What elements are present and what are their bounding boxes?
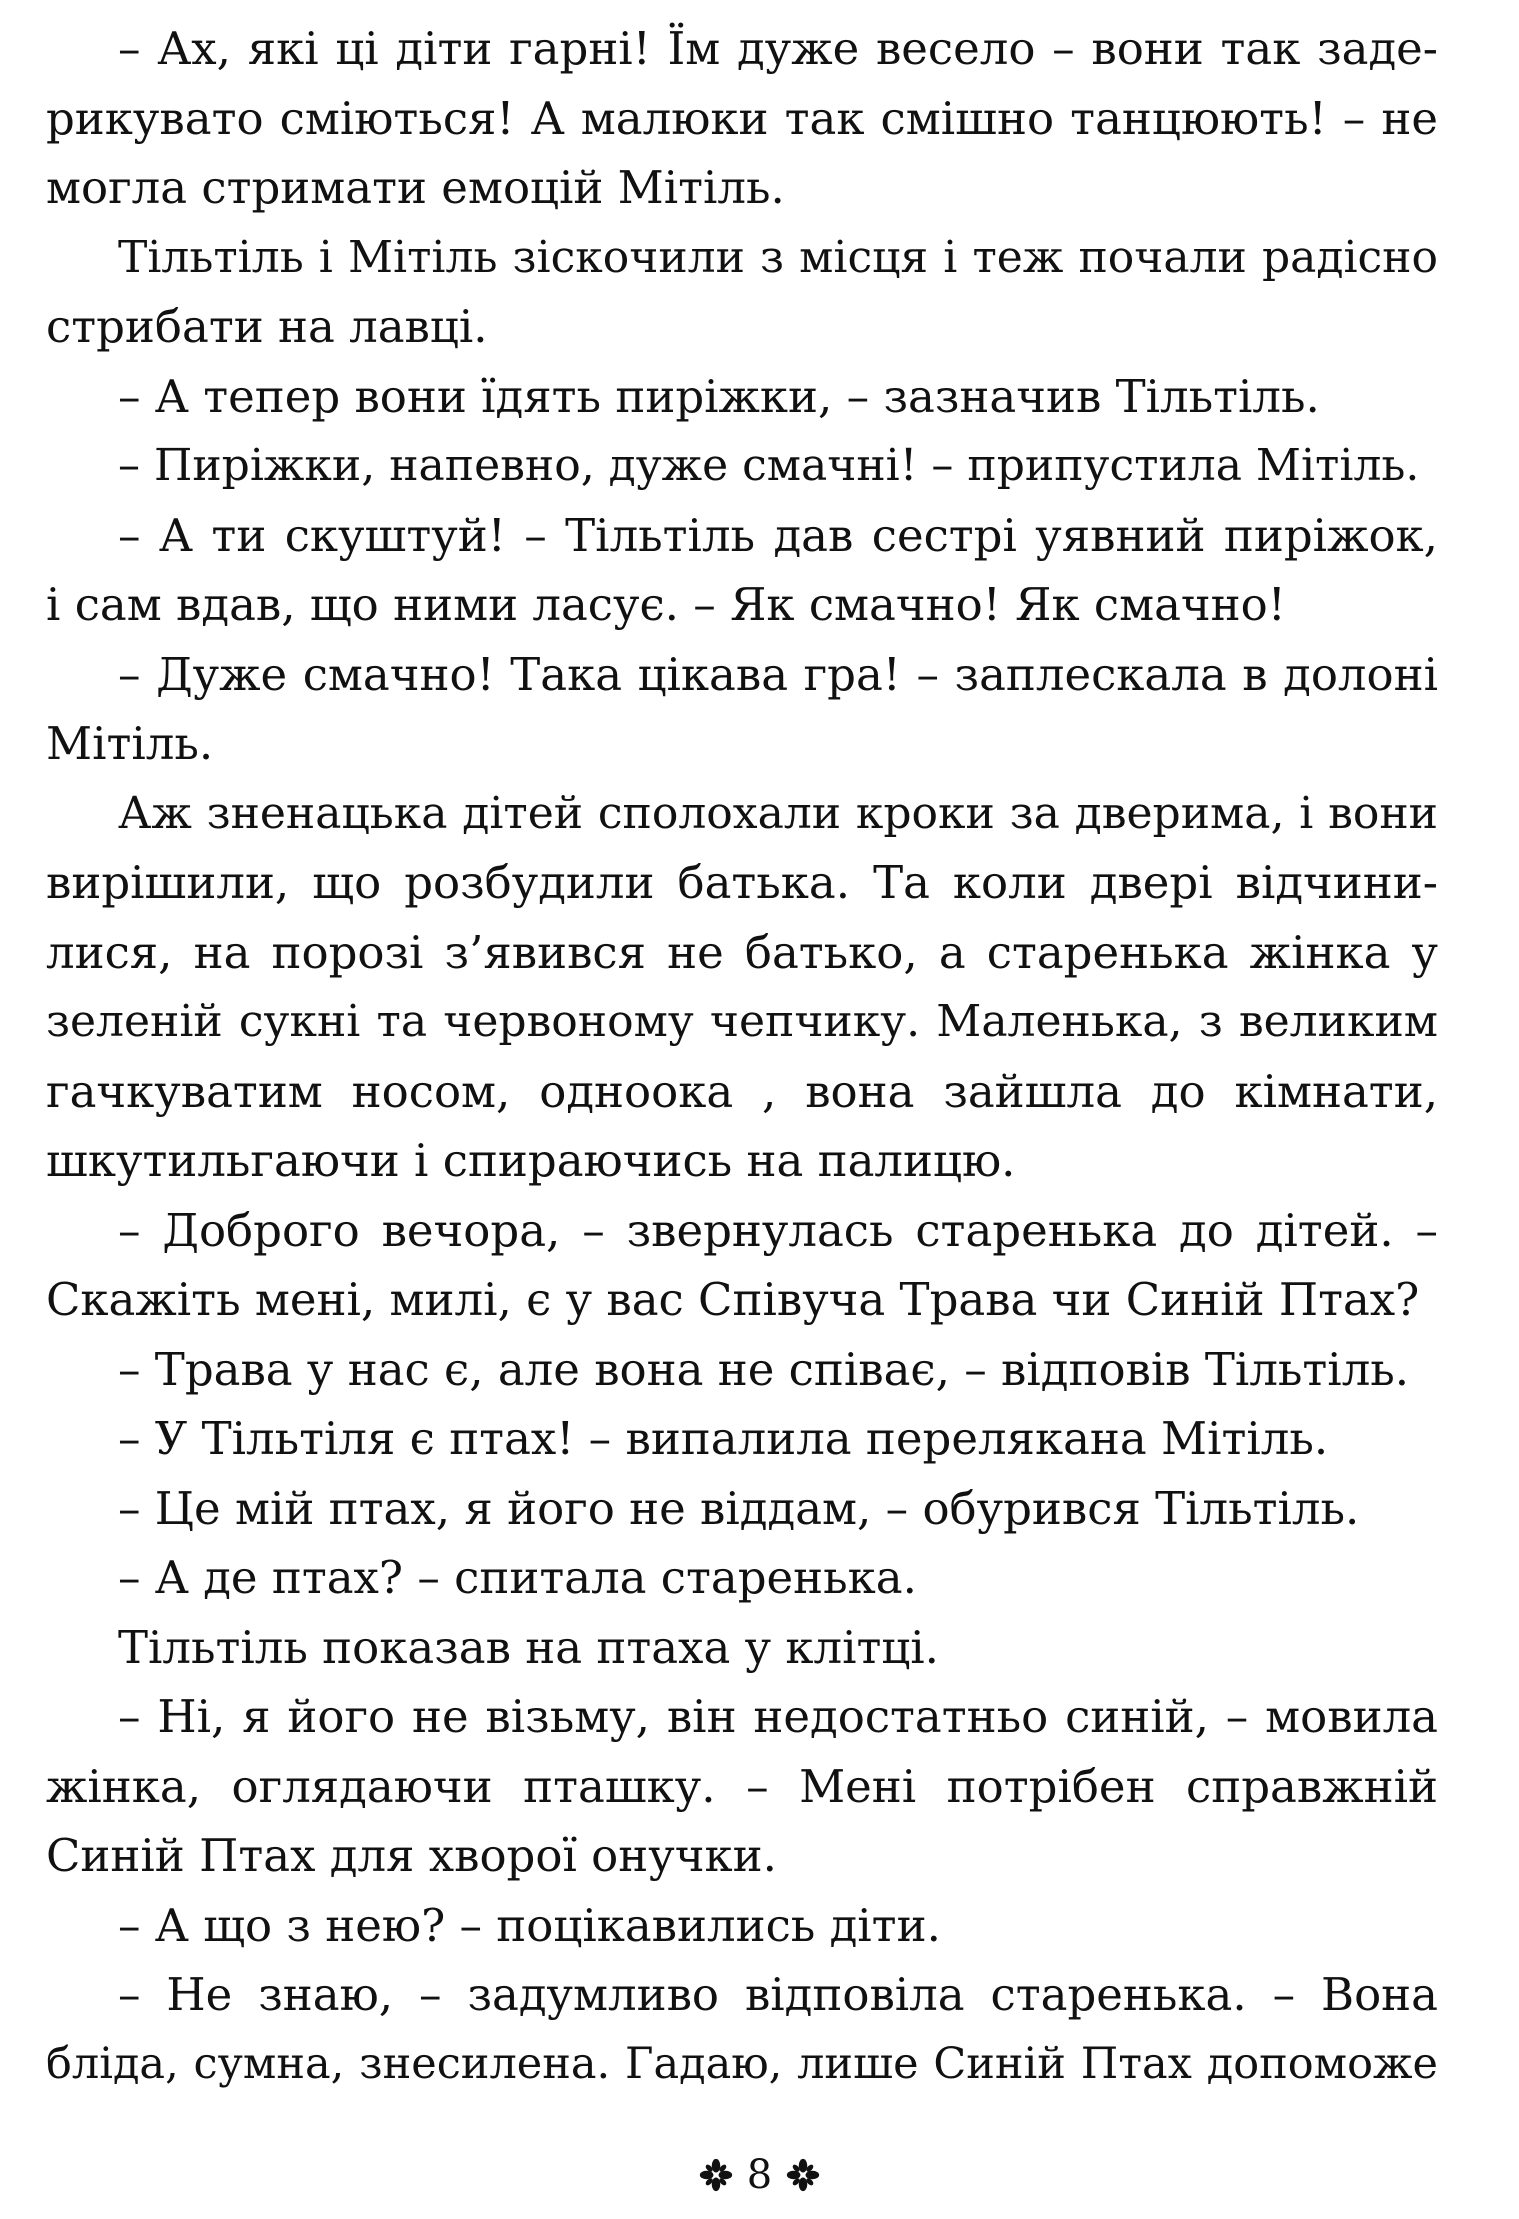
text-line: – У Тільтіля є птах! – випалила перелякана Мітіль. <box>118 1412 1329 1465</box>
text-line: шкутильгаючи і спираючись на палицю. <box>46 1134 1016 1187</box>
text-line: – А де птах? – спитала старенька. <box>118 1551 917 1604</box>
text-line: – Це мій птах, я його не віддам, – обурився Тільтіль. <box>118 1481 1360 1535</box>
text-line: – А що з нею? – поцікавились діти. <box>118 1898 941 1952</box>
body-text <box>46 14 1438 2099</box>
text-line: Мітіль. <box>46 717 214 770</box>
text-line: лися, на порозі з’явився не батько, а старенька жінка у <box>46 925 1438 979</box>
text-line: Скажіть мені, милі, є у вас Співуча Трава чи Синій Птах? <box>46 1273 1420 1326</box>
text-line: стрибати на лавці. <box>46 300 488 353</box>
text-line: вирішили, що розбудили батька. Та коли двері відчини- <box>46 856 1438 909</box>
flower-ornament-icon <box>786 2158 820 2192</box>
text-line: Аж зненацька дітей сполохали кроки за дверима, і вони <box>118 787 1438 839</box>
text-line: рикувато сміються! А малюки так смішно танцюють! – не <box>46 91 1438 145</box>
text-line: Синій Птах для хворої онучки. <box>46 1829 777 1882</box>
text-line: могла стримати емоцій Мітіль. <box>46 161 785 214</box>
text-line: зеленій сукні та червоному чепчику. Маленька, з великим <box>46 996 1438 1047</box>
text-line: Тільтіль і Мітіль зіскочили з місця і теж почали радісно <box>118 231 1438 283</box>
text-line: – А тепер вони їдять пиріжки, – зазначив Тільтіль. <box>118 369 1320 423</box>
text-line: – Доброго вечора, – звернулась старенька до дітей. – <box>118 1203 1438 1257</box>
text-line: Тільтіль показав на птаха у клітці. <box>118 1620 939 1674</box>
text-line: і сам вдав, що ними ласує. – Як смачно! Як смачно! <box>46 578 1286 631</box>
text-line: – Дуже смачно! Така цікава гра! – заплескала в долоні <box>118 647 1438 701</box>
text-line: – Пиріжки, напевно, дуже смачні! – припустила Мітіль. <box>118 440 1420 491</box>
text-line: жінка, оглядаючи пташку. – Мені потрібен справжній <box>46 1759 1438 1813</box>
text-line: – Не знаю, – задумливо відповіла старенька. – Вона <box>118 1968 1438 2021</box>
text-line: гачкуватим носом, одноока , вона зайшла до кімнати, <box>46 1064 1438 1118</box>
text-line: – А ти скуштуй! – Тільтіль дав сестрі уявний пиріжок, <box>118 508 1438 562</box>
page-footer <box>0 2150 1519 2200</box>
text-line: – Ах, які ці діти гарні! Їм дуже весело – вони так заде- <box>118 22 1438 75</box>
text-line: – Трава у нас є, але вона не співає, – відповів Тільтіль. <box>118 1342 1410 1396</box>
page-number: 8 <box>746 2152 773 2198</box>
flower-ornament-icon <box>699 2158 733 2192</box>
text-line: бліда, сумна, знесилена. Гадаю, лише Синій Птах допоможе <box>46 2038 1438 2089</box>
text-line: – Ні, я його не візьму, він недостатньо синій, – мовила <box>118 1690 1438 1743</box>
